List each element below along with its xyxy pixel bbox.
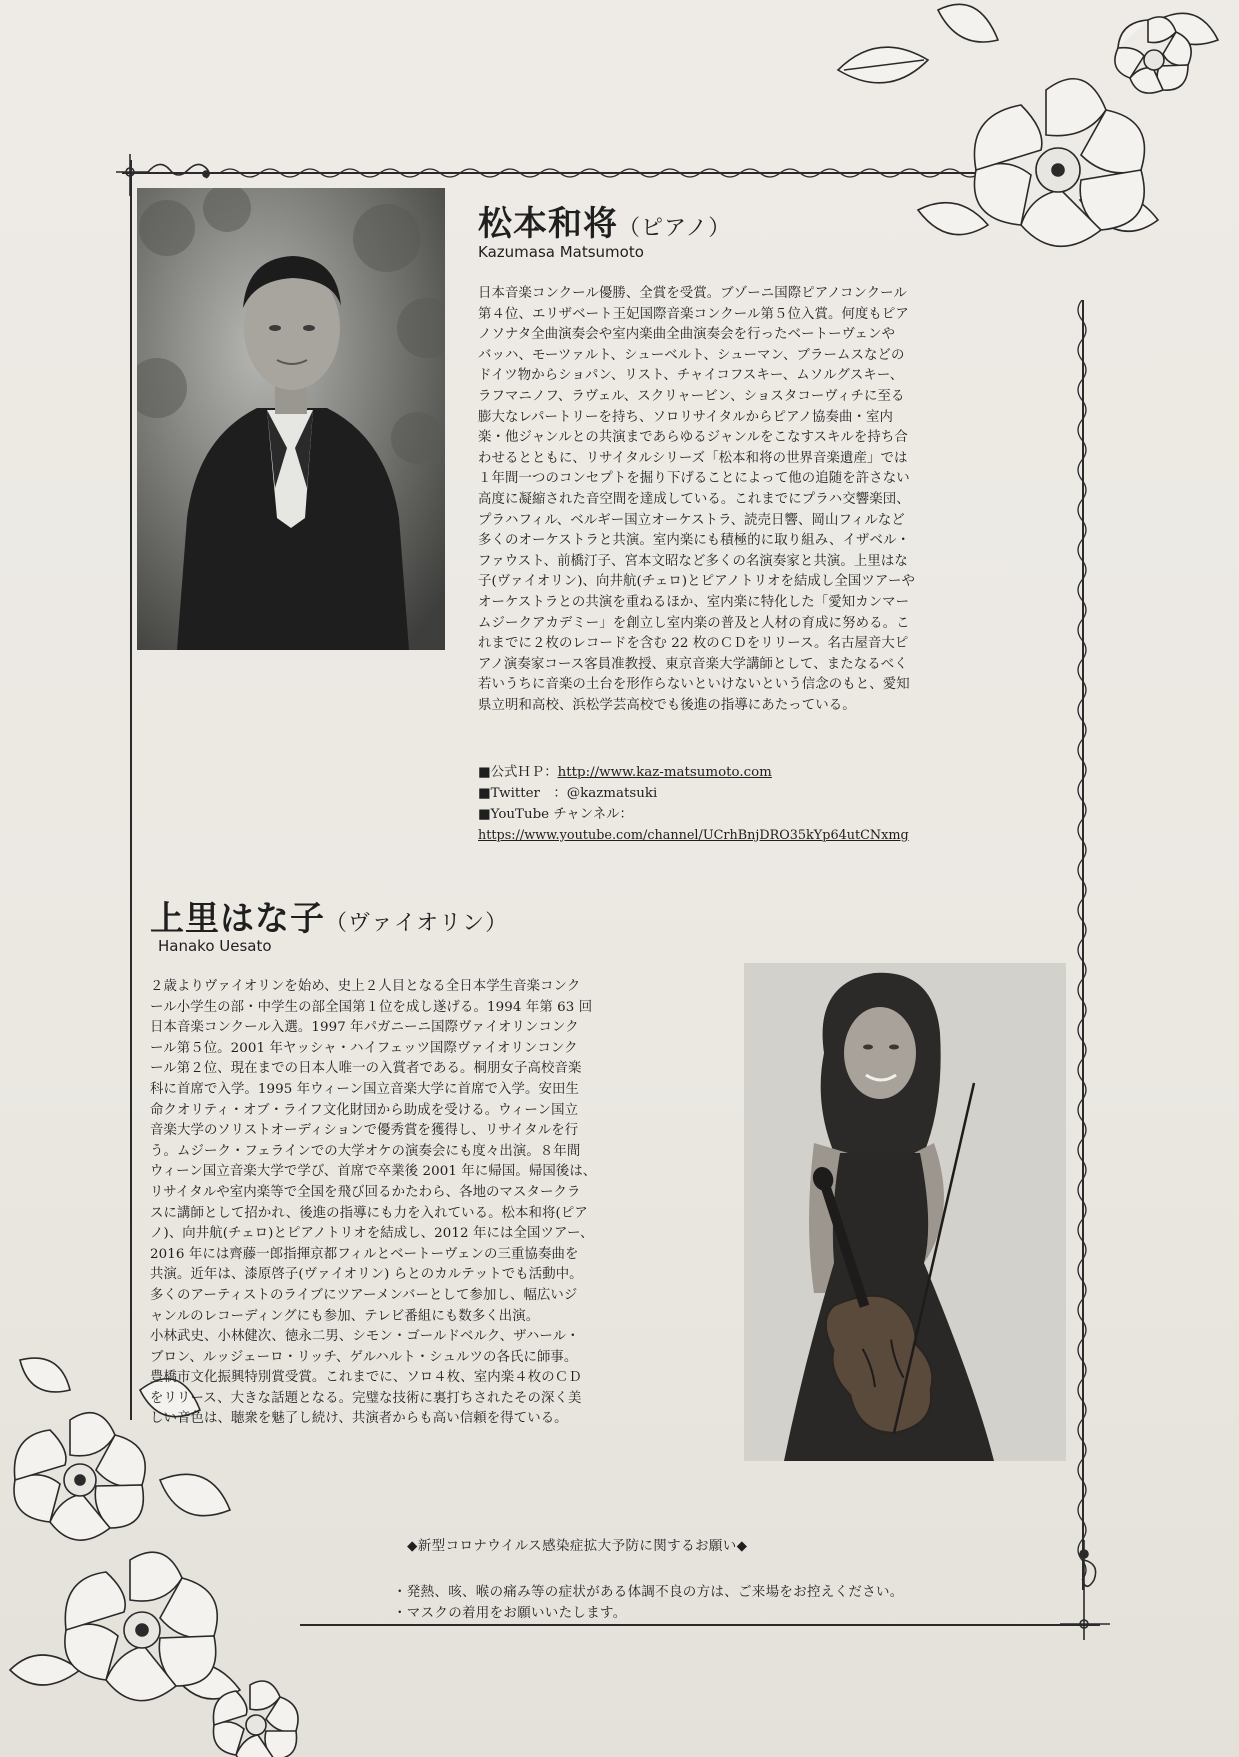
bio-line: ール第５位。2001 年ヤッシャ・ハイフェッツ国際ヴァイオリンコンク — [150, 1040, 578, 1056]
homepage-label: ■公式ＨＰ： — [478, 765, 558, 780]
bio-line: しい音色は、聴衆を魅了し続け、共演者からも高い信頼を得ている。 — [150, 1411, 568, 1427]
pianist-links — [478, 762, 909, 846]
violinist-bio — [150, 977, 730, 1430]
frame-bottom-line — [300, 1624, 1100, 1626]
twitter-label: ■Twitter ： — [478, 786, 567, 801]
top-right-flowers-icon — [818, 0, 1239, 320]
bio-line: ファウスト、前橋汀子、宮本文昭など多くの名演奏家と共演。上里はな — [478, 553, 908, 569]
bio-line: 若いうちに音楽の土台を形作らないといけないという信念のもと、愛知 — [478, 677, 910, 693]
bio-line: 日本音楽コンクール入選。1997 年パガニーニ国際ヴァイオリンコンク — [150, 1020, 579, 1036]
twitter-handle: @kazmatsuki — [566, 786, 658, 801]
bio-line: 県立明和高校、浜松学芸高校でも後進の指導にあたっている。 — [478, 697, 856, 713]
violinist-name — [150, 891, 508, 940]
bio-line: 共演。近年は、漆原啓子(ヴァイオリン) らとのカルテットでも活動中。 — [150, 1267, 583, 1283]
bio-line: 日本音楽コンクール優勝、全賞を受賞。ブゾーニ国際ピアノコンクール — [478, 286, 907, 301]
bio-line: スに講師として招かれ、後進の指導にも力を入れている。松本和将(ピア — [150, 1205, 588, 1221]
bio-line: 豊橋市文化振興特別賞受賞。これまでに、ソロ４枚、室内楽４枚のＣＤ — [150, 1370, 582, 1386]
bio-line: をリリース、大きな話題となる。完璧な技術に裏打ちされたその深く美 — [150, 1390, 582, 1406]
youtube-row — [478, 804, 909, 825]
youtube-label: ■YouTube チャンネル： — [478, 807, 633, 822]
bio-line: 第４位、エリザベート王妃国際音楽コンクール第５位入賞。何度もピア — [478, 306, 909, 322]
bio-line: アノ演奏家コース客員准教授、東京音楽大学講師として、またなるべく — [478, 656, 908, 672]
bio-line: ムジークアカデミー」を創立し室内楽の普及と人材の育成に努める。こ — [478, 615, 910, 631]
pianist-name-en: Kazumasa Matsumoto — [478, 243, 644, 261]
bio-line: 多くのオーケストラと共演。室内楽にも積極的に取り組み、イザベル・ — [478, 533, 910, 549]
bio-line: プラハフィル、ベルギー国立オーケストラ、読売日響、岡山フィルなど — [478, 512, 905, 528]
bio-line: バッハ、モーツァルト、シューベルト、シューマン、ブラームスなどの — [478, 347, 905, 363]
frame-right-vine-icon — [1074, 300, 1090, 1590]
bio-line: ノソナタ全曲演奏会や室内楽曲全曲演奏会を行ったベートーヴェンや — [478, 327, 896, 343]
violinist-name-en: Hanako Uesato — [158, 937, 272, 955]
bio-line: 命クオリティ・オブ・ライフ文化財団から助成を受ける。ウィーン国立 — [150, 1102, 579, 1118]
bio-line: 楽・他ジャンルとの共演まであらゆるジャンルをこなすスキルを持ち合 — [478, 430, 908, 446]
bio-line: １年間一つのコンセプトを掘り下げることによって他の追随を許さない — [478, 471, 910, 487]
twitter-row — [478, 783, 909, 804]
bio-line: ャンルのレコーディングにも参加、テレビ番組にも数多く出演。 — [150, 1308, 540, 1324]
bio-line: ノ)、向井航(チェロ)とピアノトリオを結成し、2012 年には全国ツアー、 — [150, 1226, 594, 1242]
bio-line: 音楽大学のソリストオーディションで優秀賞を獲得し、リサイタルを行 — [150, 1123, 579, 1139]
pianist-role: （ピアノ） — [618, 216, 732, 241]
notice-item-symptoms: ・発熱、咳、喉の痛み等の症状がある体調不良の方は、ご来場をお控えください。 — [393, 1584, 904, 1600]
pianist-name-jp: 松本和将 — [478, 204, 618, 244]
bio-line: ール小学生の部・中学生の部全国第１位を成し遂げる。1994 年第 63 回 — [150, 999, 593, 1015]
homepage-link[interactable]: http://www.kaz-matsumoto.com — [557, 765, 772, 780]
bio-line: 高度に凝縮された音空間を達成している。これまでにプラハ交響楽団、 — [478, 491, 910, 507]
frame-left-line — [130, 160, 132, 1420]
violinist-photo — [744, 963, 1066, 1461]
bio-line: 膨大なレパートリーを持ち、ソロリサイタルからピアノ協奏曲・室内 — [478, 409, 893, 425]
bio-line: う。ムジーク・フェラインでの大学オケの演奏会にも度々出演。８年間 — [150, 1143, 581, 1159]
bio-line: ブロン、ルッジェーロ・リッチ、ゲルハルト・シュルツの各氏に師事。 — [150, 1349, 578, 1365]
notice-title: ◆新型コロナウイルス感染症拡大予防に関するお願い◆ — [407, 1538, 748, 1554]
bio-line: れまでに２枚のレコードを含む 22 枚のＣＤをリリース。名古屋音大ピ — [478, 636, 909, 652]
bio-line: ール第２位、現在までの日本人唯一の入賞者である。桐朋女子高校音楽 — [150, 1061, 582, 1077]
bio-line: ２歳よりヴァイオリンを始め、史上２人目となる全日本学生音楽コンク — [150, 979, 581, 994]
youtube-url-row — [478, 825, 909, 846]
pianist-name — [478, 196, 731, 245]
bio-line: 小林武史、小林健次、徳永二男、シモン・ゴールドベルク、ザハール・ — [150, 1329, 580, 1345]
bio-line: ラフマニノフ、ラヴェル、スクリャービン、ショスタコーヴィチに至る — [478, 388, 905, 404]
bio-line: 科に首席で入学。1995 年ウィーン国立音楽大学に首席で入学。安田生 — [150, 1081, 579, 1097]
notice-item-mask: ・マスクの着用をお願いいたします。 — [393, 1605, 627, 1621]
frame-bottom-right-flourish-icon — [1050, 1540, 1130, 1650]
violinist-role: （ヴァイオリン） — [325, 911, 509, 936]
pianist-bio — [478, 284, 1056, 716]
pianist-photo — [137, 188, 445, 650]
bio-line: ウィーン国立音楽大学で学び、首席で卒業後 2001 年に帰国。帰国後は、 — [150, 1164, 597, 1180]
bio-line: 2016 年には齊藤一郎指揮京都フィルとベートーヴェンの三重協奏曲を — [150, 1246, 579, 1262]
violinist-name-jp: 上里はな子 — [150, 899, 325, 939]
youtube-link[interactable]: https://www.youtube.com/channel/UCrhBnjDRO35kYp64utCNxmg — [478, 828, 909, 843]
bio-line: 子(ヴァイオリン)、向井航(チェロ)とピアノトリオを結成し全国ツアーや — [478, 574, 915, 590]
bio-line: わせるとともに、リサイタルシリーズ「松本和将の世界音楽遺産」では — [478, 450, 908, 466]
bio-line: オーケストラとの共演を重ねるほか、室内楽に特化した「愛知カンマー — [478, 594, 910, 610]
homepage-row — [478, 762, 909, 783]
bio-line: リサイタルや室内楽等で全国を飛び回るかたわら、各地のマスタークラ — [150, 1184, 581, 1200]
bio-line: ドイツ物からショパン、リスト、チャイコフスキー、ムソルグスキー、 — [478, 368, 904, 384]
bio-line: 多くのアーティストのライブにツアーメンバーとして参加し、幅広いジ — [150, 1287, 578, 1303]
